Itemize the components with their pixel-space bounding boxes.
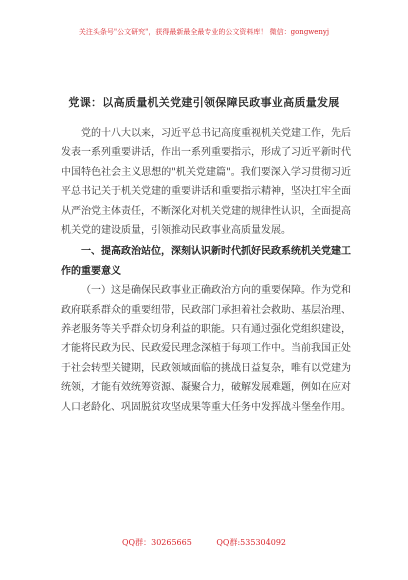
section-heading-1: 一、提高政治站位，深刻认识新时代抓好民政系统机关党建工作的重要意义 bbox=[61, 246, 351, 277]
header-wechat-text: 微信：gongwenyj bbox=[269, 28, 330, 36]
paragraph-intro: 党的十八大以来，习近平总书记高度重视机关党建工作，先后发表一系列重要讲话，作出一系列重要指示，形成了习近平新时代中国特色社会主义思想的"机关党建篇"。我们要深入学习贯彻习近平总书记关于机关党建的重要讲话和重要指示精神，坚决扛牢全面从严治党主体责任，不断深化对机关党建的规律性认识，全面提高机关党的建设质量，引领推动民政事业高质量发展。 bbox=[61, 128, 351, 237]
footer-qq-group-2: QQ群:535304092 bbox=[216, 538, 286, 547]
document-body bbox=[61, 124, 351, 417]
paragraph-point-1: （一）这是确保民政事业正确政治方向的重要保障。作为党和政府联系群众的重要纽带，民政部门承担着社会救助、基层治理、养老服务等关乎群众切身利益的职能。只有通过强化党组织建设，才能将民政为民、民政爱民理念深植于每项工作中。当前我国正处于社会转型关键期，民政领域面临的挑战日益复杂，唯有以党建为统领，才能有效统筹资源、凝聚合力，破解发展难题，例如在应对人口老龄化、巩固脱贫攻坚成果等重大任务中发挥战斗堡垒作用。 bbox=[61, 285, 351, 413]
header-follow-text: 关注头条号"公文研究"，获得最新最全最专业的公文资料库！ bbox=[78, 28, 268, 36]
header-banner bbox=[0, 27, 408, 37]
footer bbox=[0, 537, 408, 549]
footer-qq-group-1: QQ群：30265665 bbox=[121, 538, 192, 547]
document-title: 党课：以高质量机关党建引领保障民政事业高质量发展 bbox=[68, 96, 340, 109]
